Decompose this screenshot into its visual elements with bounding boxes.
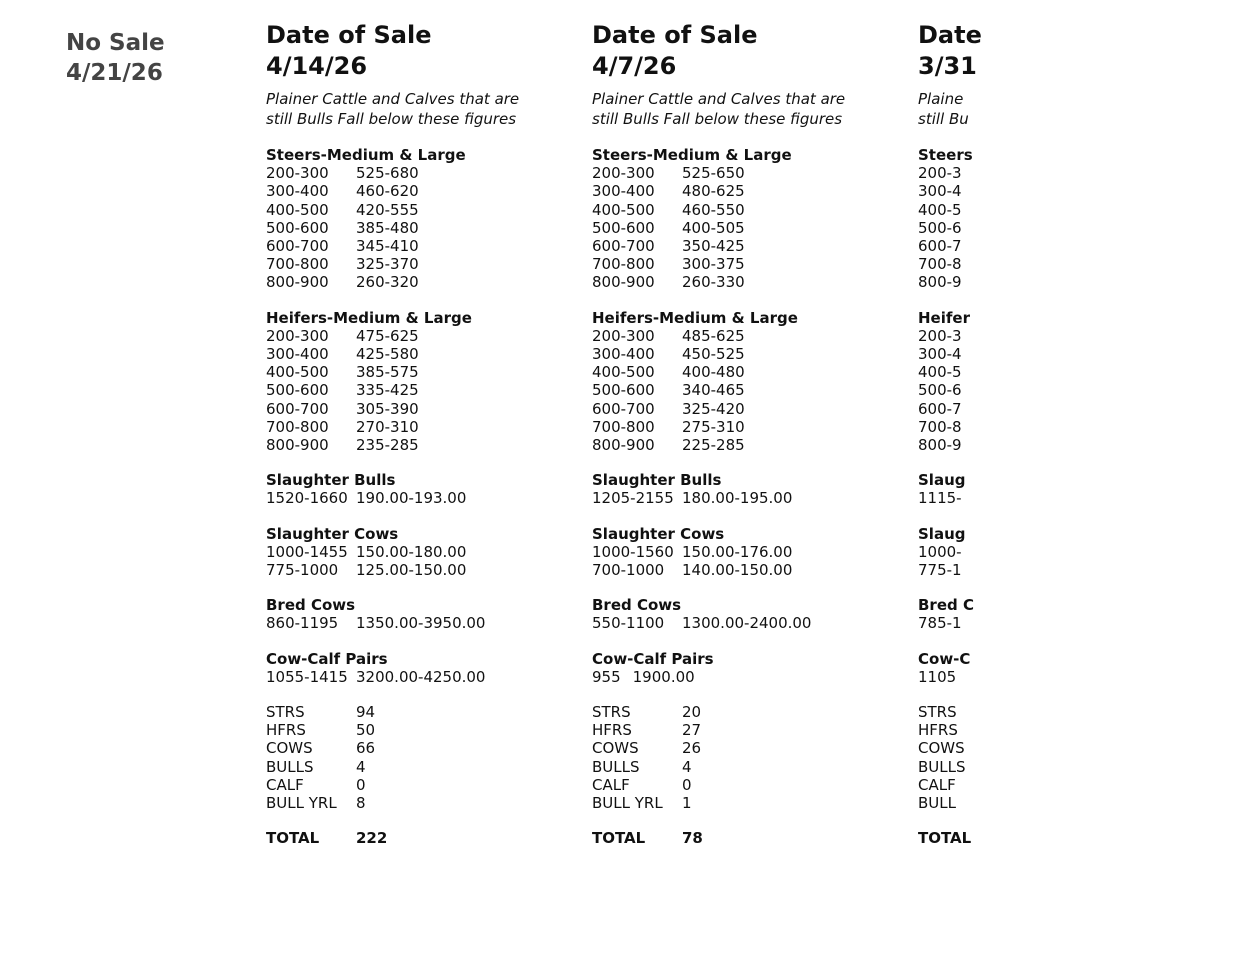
section-heading: Bred C [918, 596, 974, 615]
weight-range: 860-1195 [266, 614, 339, 633]
heifers-section [266, 309, 596, 455]
price-row [592, 201, 922, 219]
weight-range: 200-300 [592, 164, 655, 183]
weight-range: 500-6 [918, 381, 962, 400]
price-row [592, 668, 922, 686]
weight-range: 775-1000 [266, 561, 339, 580]
price-row [918, 543, 1248, 561]
price-row [592, 489, 922, 507]
price-note-line: Plainer Cattle and Calves that are [266, 90, 520, 108]
price-row [592, 219, 922, 237]
weight-range: 800-9 [918, 273, 962, 292]
price-row [266, 345, 596, 363]
cow-calf-pairs-section [592, 650, 922, 686]
count-value: 4 [682, 757, 692, 776]
count-value: 8 [356, 794, 366, 813]
weight-range: 400-500 [266, 363, 329, 382]
count-row [918, 721, 1248, 739]
count-row [266, 739, 596, 757]
price-range: 325-420 [682, 399, 745, 418]
price-range: 150.00-176.00 [682, 542, 793, 561]
total-section [266, 829, 596, 847]
price-row [266, 219, 596, 237]
price-row [918, 182, 1248, 200]
sale-date-label: Date [918, 21, 982, 49]
weight-range: 600-700 [266, 237, 329, 256]
total-row [918, 829, 1248, 847]
weight-range: 800-900 [592, 436, 655, 455]
weight-range: 1105 [918, 667, 957, 686]
price-row [592, 273, 922, 291]
section-heading: Heifers-Medium & Large [266, 308, 472, 327]
count-label: BULLS [266, 757, 314, 776]
weight-range: 800-900 [266, 273, 329, 292]
price-range: 450-525 [682, 345, 745, 364]
sale-date: 4/14/26 [266, 52, 368, 80]
price-range: 525-650 [682, 164, 745, 183]
count-value: 20 [682, 703, 702, 722]
price-note-line: Plainer Cattle and Calves that are [592, 90, 846, 108]
bred-cows-section [266, 596, 596, 632]
total-row [266, 829, 596, 847]
count-row [592, 703, 922, 721]
head-counts [918, 703, 1248, 812]
sale-date-label: Date of Sale [592, 21, 758, 49]
price-range: 260-320 [356, 273, 419, 292]
weight-range: 700-800 [266, 255, 329, 274]
price-row [266, 381, 596, 399]
weight-range: 300-4 [918, 182, 962, 201]
price-range: 260-330 [682, 273, 745, 292]
sale-column [592, 20, 922, 848]
weight-range: 600-700 [592, 237, 655, 256]
total-label: TOTAL [592, 829, 646, 848]
count-label: COWS [266, 739, 313, 758]
price-row [266, 327, 596, 345]
count-label: COWS [918, 739, 965, 758]
price-range: 335-425 [356, 381, 419, 400]
section-heading: Bred Cows [266, 596, 356, 615]
price-range: 1300.00-2400.00 [682, 614, 812, 633]
price-row [266, 418, 596, 436]
count-row [266, 794, 596, 812]
no-sale-notice [66, 28, 165, 88]
weight-range: 700-1000 [592, 561, 665, 580]
price-row [592, 182, 922, 200]
price-row [918, 489, 1248, 507]
price-range: 525-680 [356, 164, 419, 183]
price-row [266, 182, 596, 200]
weight-range: 785-1 [918, 614, 962, 633]
price-range: 420-555 [356, 200, 419, 219]
weight-range: 200-3 [918, 326, 962, 345]
price-range: 150.00-180.00 [356, 542, 467, 561]
section-heading: Slaug [918, 471, 966, 490]
weight-range: 500-600 [592, 381, 655, 400]
count-row [592, 721, 922, 739]
price-row [918, 327, 1248, 345]
section-heading: Slaughter Cows [592, 524, 725, 543]
price-range: 475-625 [356, 326, 419, 345]
price-row [266, 400, 596, 418]
price-range: 425-580 [356, 345, 419, 364]
weight-range: 500-6 [918, 218, 962, 237]
weight-range: 600-7 [918, 399, 962, 418]
price-row [266, 489, 596, 507]
price-range: 3200.00-4250.00 [356, 667, 486, 686]
steers-section [266, 146, 596, 292]
count-row [266, 758, 596, 776]
bred-cows-section [918, 596, 1248, 632]
no-sale-date: 4/21/26 [66, 60, 163, 86]
price-note-line: still Bulls Fall below these figures [592, 110, 843, 128]
weight-range: 550-1100 [592, 614, 665, 633]
price-row [918, 255, 1248, 273]
price-note-line: still Bu [918, 110, 969, 128]
weight-range: 800-900 [592, 273, 655, 292]
price-range: 270-310 [356, 417, 419, 436]
count-label: STRS [918, 703, 957, 722]
price-row [266, 614, 596, 632]
count-value: 4 [356, 757, 366, 776]
weight-range: 1520-1660 [266, 489, 348, 508]
price-row [592, 543, 922, 561]
sale-date-label: Date of Sale [266, 21, 432, 49]
sale-date: 3/31 [918, 52, 977, 80]
weight-range: 600-700 [592, 399, 655, 418]
price-row [266, 273, 596, 291]
price-note-line: still Bulls Fall below these figures [266, 110, 517, 128]
heifers-section [592, 309, 922, 455]
price-row [918, 436, 1248, 454]
price-row [918, 164, 1248, 182]
price-row [918, 219, 1248, 237]
weight-range: 300-400 [266, 345, 329, 364]
price-row [266, 436, 596, 454]
price-row [592, 436, 922, 454]
slaughter-bulls-section [918, 471, 1248, 507]
heifers-section [918, 309, 1248, 455]
weight-range: 1055-1415 [266, 667, 348, 686]
section-heading: Slaug [918, 524, 966, 543]
slaughter-bulls-section [266, 471, 596, 507]
weight-range: 700-800 [592, 255, 655, 274]
weight-range: 1115- [918, 489, 962, 508]
price-range: 385-480 [356, 218, 419, 237]
count-label: COWS [592, 739, 639, 758]
weight-range: 800-9 [918, 436, 962, 455]
price-range: 485-625 [682, 326, 745, 345]
weight-range: 600-700 [266, 399, 329, 418]
section-heading: Slaughter Cows [266, 524, 399, 543]
bred-cows-section [592, 596, 922, 632]
price-row [592, 418, 922, 436]
slaughter-cows-section [592, 525, 922, 580]
price-row [918, 201, 1248, 219]
price-range: 180.00-195.00 [682, 489, 793, 508]
count-label: BULLS [592, 757, 640, 776]
price-range: 460-620 [356, 182, 419, 201]
price-range: 345-410 [356, 237, 419, 256]
price-row [918, 363, 1248, 381]
price-range: 225-285 [682, 436, 745, 455]
count-value: 0 [356, 775, 366, 794]
price-row [592, 363, 922, 381]
price-row [918, 418, 1248, 436]
cow-calf-pairs-section [918, 650, 1248, 686]
price-row [918, 400, 1248, 418]
weight-range: 400-500 [592, 200, 655, 219]
count-label: CALF [592, 775, 630, 794]
weight-range: 775-1 [918, 561, 962, 580]
section-heading: Steers-Medium & Large [266, 146, 466, 164]
price-row [592, 237, 922, 255]
count-row [918, 758, 1248, 776]
price-row [266, 668, 596, 686]
count-row [918, 776, 1248, 794]
total-section [918, 829, 1248, 847]
count-row [918, 703, 1248, 721]
total-label: TOTAL [918, 829, 972, 848]
count-row [266, 721, 596, 739]
price-range: 1350.00-3950.00 [356, 614, 486, 633]
weight-range: 200-300 [266, 164, 329, 183]
count-label: CALF [266, 775, 304, 794]
count-row [592, 794, 922, 812]
price-range: 400-505 [682, 218, 745, 237]
weight-range: 700-8 [918, 417, 962, 436]
weight-range: 800-900 [266, 436, 329, 455]
price-note [266, 89, 596, 129]
count-row [592, 758, 922, 776]
price-row [266, 255, 596, 273]
price-row [918, 614, 1248, 632]
weight-range: 500-600 [266, 381, 329, 400]
weight-range: 400-5 [918, 363, 962, 382]
weight-range: 200-3 [918, 164, 962, 183]
weight-range: 300-400 [266, 182, 329, 201]
count-value: 66 [356, 739, 376, 758]
slaughter-cows-section [266, 525, 596, 580]
weight-range: 200-300 [266, 326, 329, 345]
weight-range: 500-600 [592, 218, 655, 237]
count-label: HFRS [266, 721, 306, 740]
section-heading: Slaughter Bulls [592, 471, 722, 490]
price-note [918, 89, 1248, 129]
weight-range: 1000-1455 [266, 542, 348, 561]
price-range: 300-375 [682, 255, 745, 274]
weight-range: 600-7 [918, 237, 962, 256]
price-range: 325-370 [356, 255, 419, 274]
total-section [592, 829, 922, 847]
steers-section [592, 146, 922, 292]
price-row [266, 543, 596, 561]
price-range: 305-390 [356, 399, 419, 418]
weight-range: 1000- [918, 542, 962, 561]
count-value: 94 [356, 703, 376, 722]
price-range: 235-285 [356, 436, 419, 455]
price-row [918, 345, 1248, 363]
price-range: 1900.00 [632, 667, 695, 686]
section-heading: Heifers-Medium & Large [592, 308, 798, 327]
weight-range: 1000-1560 [592, 542, 674, 561]
price-range: 460-550 [682, 200, 745, 219]
price-range: 340-465 [682, 381, 745, 400]
weight-range: 300-4 [918, 345, 962, 364]
no-sale-label: No Sale [66, 30, 165, 56]
price-range: 190.00-193.00 [356, 489, 467, 508]
price-row [918, 273, 1248, 291]
price-row [592, 345, 922, 363]
section-heading: Heifer [918, 308, 970, 327]
count-value: 0 [682, 775, 692, 794]
total-label: TOTAL [266, 829, 320, 848]
weight-range: 700-800 [592, 417, 655, 436]
weight-range: 300-400 [592, 182, 655, 201]
price-range: 140.00-150.00 [682, 561, 793, 580]
count-label: HFRS [592, 721, 632, 740]
count-value: 27 [682, 721, 702, 740]
price-row [918, 381, 1248, 399]
sale-date: 4/7/26 [592, 52, 677, 80]
section-heading: Steers-Medium & Large [592, 146, 792, 164]
price-row [592, 381, 922, 399]
price-range: 385-575 [356, 363, 419, 382]
price-range: 350-425 [682, 237, 745, 256]
head-counts [592, 703, 922, 812]
weight-range: 300-400 [592, 345, 655, 364]
count-row [266, 776, 596, 794]
price-row [592, 614, 922, 632]
sale-column [266, 20, 596, 848]
count-value: 1 [682, 794, 692, 813]
count-label: BULLS [918, 757, 966, 776]
weight-range: 500-600 [266, 218, 329, 237]
total-value: 222 [356, 829, 388, 848]
price-row [592, 400, 922, 418]
weight-range: 700-800 [266, 417, 329, 436]
price-row [592, 327, 922, 345]
count-label: BULL [918, 794, 956, 813]
price-row [266, 237, 596, 255]
slaughter-bulls-section [592, 471, 922, 507]
count-label: HFRS [918, 721, 958, 740]
price-range: 275-310 [682, 417, 745, 436]
count-value: 26 [682, 739, 702, 758]
count-label: BULL YRL [592, 794, 663, 813]
count-label: STRS [266, 703, 305, 722]
price-row [918, 237, 1248, 255]
count-row [918, 739, 1248, 757]
price-row [918, 668, 1248, 686]
slaughter-cows-section [918, 525, 1248, 580]
price-row [918, 561, 1248, 579]
steers-section [918, 146, 1248, 292]
section-heading: Cow-Calf Pairs [266, 649, 388, 668]
price-row [592, 255, 922, 273]
section-heading: Steers [918, 146, 973, 164]
count-label: STRS [592, 703, 631, 722]
head-counts [266, 703, 596, 812]
count-label: BULL YRL [266, 794, 337, 813]
price-range: 125.00-150.00 [356, 561, 467, 580]
count-row [266, 703, 596, 721]
count-row [918, 794, 1248, 812]
weight-range: 955 [592, 667, 621, 686]
count-value: 50 [356, 721, 376, 740]
total-value: 78 [682, 829, 703, 848]
total-row [592, 829, 922, 847]
sale-column [918, 20, 1248, 848]
count-row [592, 776, 922, 794]
section-heading: Bred Cows [592, 596, 682, 615]
count-label: CALF [918, 775, 956, 794]
price-row [266, 561, 596, 579]
weight-range: 1205-2155 [592, 489, 674, 508]
price-note-line: Plaine [918, 90, 964, 108]
price-row [266, 164, 596, 182]
price-row [592, 164, 922, 182]
weight-range: 400-5 [918, 200, 962, 219]
cow-calf-pairs-section [266, 650, 596, 686]
section-heading: Slaughter Bulls [266, 471, 396, 490]
weight-range: 400-500 [592, 363, 655, 382]
price-range: 400-480 [682, 363, 745, 382]
weight-range: 400-500 [266, 200, 329, 219]
price-row [592, 561, 922, 579]
price-row [266, 201, 596, 219]
price-row [266, 363, 596, 381]
price-note [592, 89, 922, 129]
count-row [592, 739, 922, 757]
price-range: 480-625 [682, 182, 745, 201]
section-heading: Cow-C [918, 649, 971, 668]
weight-range: 200-300 [592, 326, 655, 345]
section-heading: Cow-Calf Pairs [592, 649, 714, 668]
weight-range: 700-8 [918, 255, 962, 274]
